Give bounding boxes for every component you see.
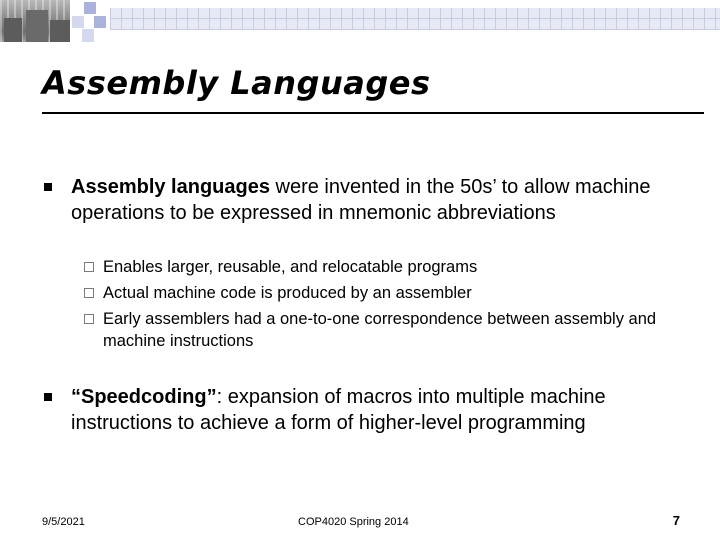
checkbox-bullet-icon — [84, 288, 94, 298]
page-number: 7 — [672, 513, 680, 528]
campus-photo — [0, 0, 70, 42]
decorative-grid — [110, 8, 720, 30]
sub-bullet: Enables larger, reusable, and relocatable programs — [103, 258, 478, 276]
sub-bullet: Actual machine code is produced by an assembler — [103, 284, 472, 302]
bullet-rest: : expansion of macros into multiple machine instructions to achieve a form of higher-level programming — [71, 386, 606, 434]
square-bullet-icon — [44, 393, 52, 401]
checkbox-bullet-icon — [84, 314, 94, 324]
checkbox-bullet-icon — [84, 262, 94, 272]
footer-date: 9/5/2021 — [42, 516, 85, 528]
bullet-text — [71, 384, 691, 436]
decorative-squares — [70, 0, 110, 42]
sub-bullet: Early assemblers had a one-to-one correspondence between assembly and machine instructions — [103, 310, 657, 350]
square-bullet-icon — [44, 183, 52, 191]
footer-course: COP4020 Spring 2014 — [298, 516, 409, 528]
bullet-lead: “Speedcoding” — [71, 386, 217, 408]
bullet-lead: Assembly languages — [71, 176, 270, 198]
slide-title: Assembly Languages — [42, 64, 431, 102]
bullet-rest: were invented in the 50s’ to allow machine operations to be expressed in mnemonic abbreviations — [71, 176, 651, 224]
header-banner — [0, 0, 720, 42]
title-underline — [42, 112, 704, 114]
bullet-text — [71, 174, 691, 226]
